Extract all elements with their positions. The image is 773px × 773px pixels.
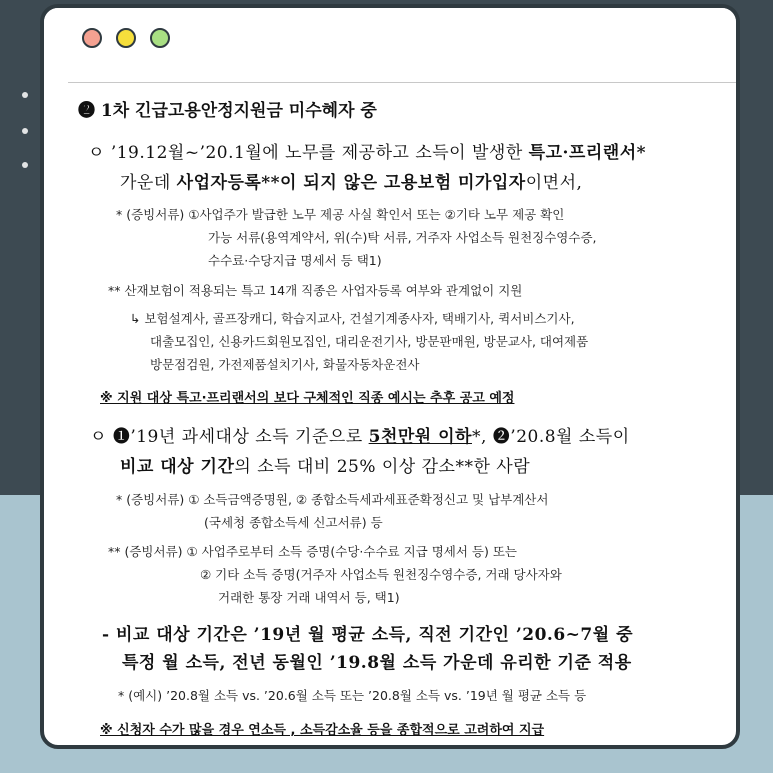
document-content (44, 8, 736, 745)
text: 이면서, (525, 173, 583, 193)
evidence-3-line2: ② 기타 소득 증명(거주자 사업소득 원천징수영수증, 거래 당사자와 (200, 567, 562, 582)
text: ㅇ ’19.12월~’20.1월에 노무를 제공하고 소득이 발생한 (88, 143, 529, 163)
text-bold: 5천만원 이하 (368, 427, 472, 447)
decorative-dot (22, 162, 28, 168)
text-bold: 특고·프리랜서* (528, 143, 647, 163)
document-window (40, 4, 740, 749)
evidence-3-line3: 거래한 통장 거래 내역서 등, 택1) (218, 590, 400, 605)
evidence-1-line2: 가능 서류(용역계약서, 위(수)탁 서류, 거주자 사업소득 원천징수영수증, (208, 230, 597, 245)
comparison-line1: - 비교 대상 기간은 ’19년 월 평균 소득, 직전 기간인 ’20.6~7월 중 (102, 625, 633, 645)
evidence-2-line1: * (증빙서류) ① 소득금액증명원, ② 종합소득세과세표준확정신고 및 납부계산서 (116, 492, 549, 507)
comparison-line2: 특정 월 소득, 전년 동월인 ’19.8월 소득 가운데 유리한 기준 적용 (122, 653, 632, 673)
example-line: * (예시) ’20.8월 소득 vs. ’20.6월 소득 또는 ’20.8월 소득 vs. ’19년 월 평균 소득 등 (118, 688, 587, 703)
block2-note: ※ 신청자 수가 많을 경우 연소득 , 소득감소율 등을 종합적으로 고려하여 지급 (100, 723, 545, 738)
text-bold: 사업자등록**이 되지 않은 고용보험 미가입자 (176, 173, 526, 193)
block2-line1 (90, 422, 630, 447)
text: ㅇ ❶’19년 과세대상 소득 기준으로 (90, 427, 369, 447)
block1-line1 (88, 138, 646, 163)
evidence-3-line1: ** (증빙서류) ① 사업주로부터 소득 증명(수당·수수료 지급 명세서 등) 또는 (108, 544, 517, 559)
section-title: ❷ 1차 긴급고용안정지원금 미수혜자 중 (78, 101, 377, 121)
text-bold: 비교 대상 기간 (120, 457, 235, 477)
industry-line1: ** 산재보험이 적용되는 특고 14개 직종은 사업자등록 여부와 관계없이 지원 (108, 283, 523, 298)
block2-line2 (120, 452, 530, 477)
block1-line2 (120, 168, 582, 193)
decorative-dot (22, 92, 28, 98)
decorative-dot (22, 128, 28, 134)
industry-line4: 방문점검원, 가전제품설치기사, 화물자동차운전사 (150, 357, 420, 372)
block1-note: ※ 지원 대상 특고·프리랜서의 보다 구체적인 직종 예시는 추후 공고 예정 (100, 391, 515, 406)
industry-line2: ↳ 보험설계사, 골프장캐디, 학습지교사, 건설기계종사자, 택배기사, 퀵서비스기사, (130, 311, 575, 326)
evidence-2-line2: (국세청 종합소득세 신고서류) 등 (204, 515, 383, 530)
evidence-1-line1: * (증빙서류) ①사업주가 발급한 노무 제공 사실 확인서 또는 ②기타 노무 제공 확인 (116, 207, 565, 222)
text: 의 소득 대비 25% 이상 감소**한 사람 (234, 457, 531, 477)
text: *, ❷’20.8월 소득이 (471, 427, 630, 447)
evidence-1-line3: 수수료·수당지급 명세서 등 택1) (208, 253, 382, 268)
industry-line3: 대출모집인, 신용카드회원모집인, 대리운전기사, 방문판매원, 방문교사, 대여제품 (150, 334, 589, 349)
text: 가운데 (120, 173, 177, 193)
